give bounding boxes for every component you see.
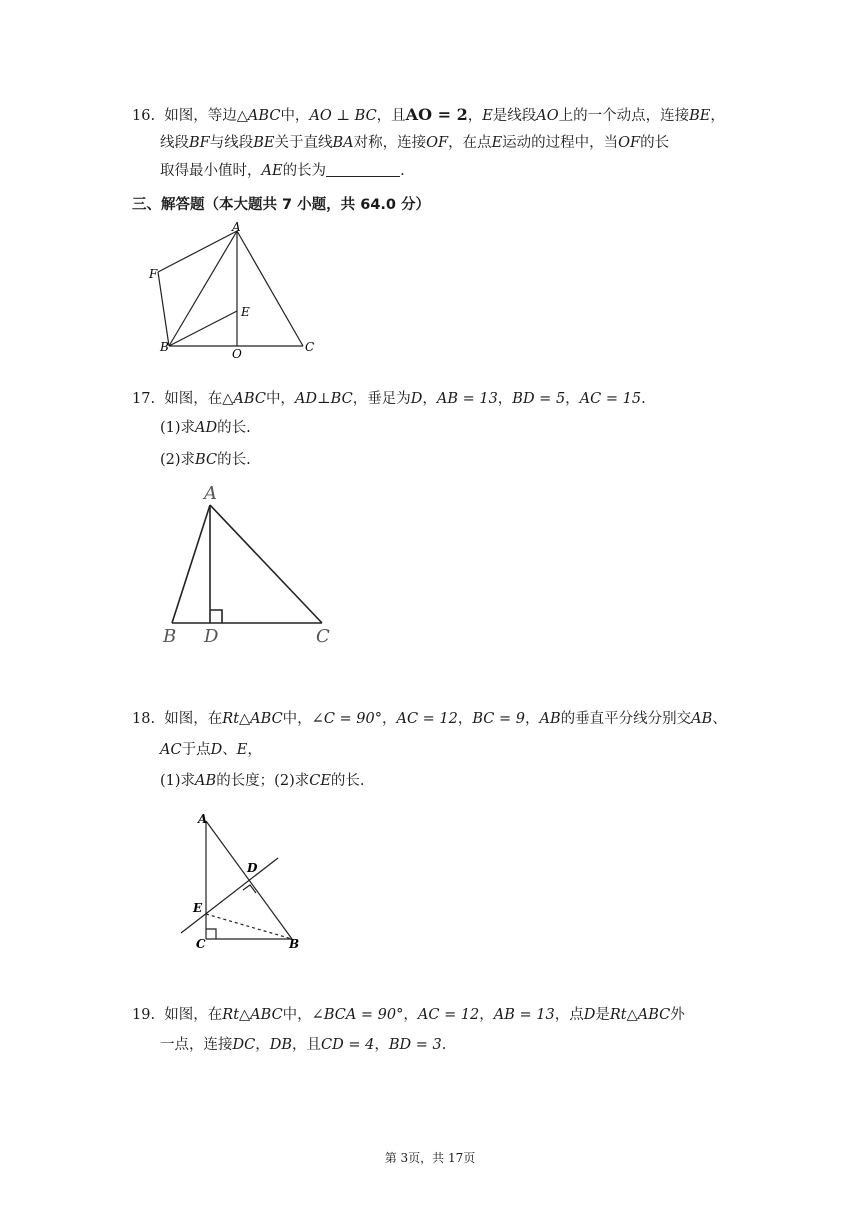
math: D [210, 742, 223, 758]
math: Rt△ABC [222, 1007, 283, 1023]
text: 中， [280, 108, 310, 124]
text: 是线段 [492, 108, 537, 124]
segment-AB [172, 505, 210, 623]
segment-AC [210, 505, 322, 623]
text: . [400, 163, 405, 179]
text: 的长度；(2)求 [216, 773, 310, 789]
math: OF [618, 135, 641, 151]
label-O: O [232, 347, 242, 361]
q17-part-1 [160, 418, 251, 438]
text: 的长为 [282, 163, 327, 179]
text: ，垂足为 [352, 391, 411, 407]
text: 是 [595, 1007, 610, 1023]
q18-line-3 [160, 771, 365, 791]
math: CE [309, 773, 331, 789]
math: AB [691, 711, 713, 727]
math: D [583, 1007, 596, 1023]
math: AE [261, 163, 283, 179]
label-D: D [204, 626, 219, 647]
math: BE [689, 108, 711, 124]
answer-blank [326, 162, 400, 177]
figure-16 [140, 220, 330, 365]
label-B: B [163, 626, 177, 647]
math: △ABC [222, 391, 266, 407]
text: ，在点 [448, 135, 492, 151]
text: ， [374, 1037, 389, 1053]
math: D [410, 391, 423, 407]
text: ， [710, 108, 725, 124]
text: ， [403, 1007, 418, 1023]
text: 中， [282, 711, 312, 727]
math: CD = 4 [321, 1037, 375, 1053]
math: BD = 5 [512, 391, 566, 407]
q16-line-2 [160, 133, 669, 153]
text: 上的一个动点，连接 [558, 108, 690, 124]
text: 、 [222, 742, 237, 758]
text: 如图，在 [164, 1007, 223, 1023]
label-A: A [232, 220, 241, 234]
text: (1)求 [160, 420, 196, 436]
q17-part-2 [160, 450, 251, 470]
math: ∠C = 90° [311, 711, 382, 727]
math: BD = 3 [388, 1037, 442, 1053]
text: 中， [282, 1007, 312, 1023]
label-E: E [241, 305, 250, 319]
label-F: F [149, 267, 158, 281]
text: (2)求 [160, 452, 196, 468]
math: Rt△ABC [609, 1007, 671, 1023]
q18-line-1 [132, 709, 727, 729]
text: 的垂直平分线分别交 [560, 711, 692, 727]
text: 的长. [217, 420, 251, 436]
text: ， [497, 391, 513, 407]
figure-17 [160, 480, 340, 650]
text: . [641, 391, 646, 407]
math: AO = 2 [405, 105, 468, 124]
math: AC [160, 742, 182, 758]
text: 外 [670, 1007, 685, 1023]
label-E: E [193, 901, 203, 915]
text: ， [565, 391, 580, 407]
perpendicular-bisector [181, 858, 278, 933]
math: AO [536, 108, 559, 124]
page-footer: 第 3页，共 17页 [384, 1151, 476, 1165]
text: 对称，连接 [353, 135, 427, 151]
text: 一点，连接 [160, 1037, 233, 1053]
label-B: B [289, 937, 300, 951]
label-A: A [204, 483, 217, 504]
math: AC = 12 [396, 711, 458, 727]
right-angle-mark [210, 610, 222, 623]
segment-AC [237, 231, 303, 346]
math: AO ⊥ BC [309, 108, 377, 124]
text: ， [255, 1037, 270, 1053]
text: ， [457, 711, 473, 727]
text: 的长. [217, 452, 251, 468]
section-heading: 三、解答题（本大题共 7 小题，共 64.0 分） [132, 197, 431, 213]
text: 的长 [640, 135, 670, 151]
text: 如图，在 [164, 391, 223, 407]
text: ， [479, 1007, 494, 1023]
math: AB = 13 [493, 1007, 555, 1023]
text: 如图，在 [164, 711, 223, 727]
text: ， [525, 711, 540, 727]
text: 如图，等边 [164, 108, 237, 124]
math: E [491, 135, 503, 151]
math: AB [539, 711, 561, 727]
text: ， [467, 108, 483, 124]
label-C: C [196, 937, 206, 951]
question-number: 17. [132, 391, 156, 407]
math: BE [253, 135, 275, 151]
text: ，且 [292, 1037, 322, 1053]
text: ， [247, 742, 262, 758]
text: 于点 [181, 742, 211, 758]
text: ， [381, 711, 397, 727]
segment-EB-dashed [206, 914, 292, 939]
text: ，且 [376, 108, 406, 124]
text: (1)求 [160, 773, 196, 789]
q18-line-2 [160, 740, 262, 760]
math: AC = 12 [417, 1007, 480, 1023]
text: ， [422, 391, 437, 407]
text: 取得最小值时， [160, 163, 262, 179]
label-D: D [247, 861, 258, 875]
math: DC [232, 1037, 256, 1053]
math: BF [189, 135, 210, 151]
text: 的长. [330, 773, 365, 789]
question-number: 18. [132, 711, 156, 727]
math: DB [269, 1037, 293, 1053]
math: △ABC [236, 108, 281, 124]
math: AD [195, 420, 218, 436]
math: BC = 9 [472, 711, 525, 727]
right-angle-mark-C [206, 929, 216, 939]
q16-line-3 [160, 161, 405, 181]
math: Rt△ABC [222, 711, 283, 727]
question-number: 19. [132, 1007, 156, 1023]
label-C: C [316, 626, 330, 647]
text: ，点 [554, 1007, 584, 1023]
text: 与线段 [209, 135, 254, 151]
math: AB = 13 [436, 391, 498, 407]
text: 中， [265, 391, 295, 407]
math: E [482, 108, 493, 124]
math: AB [195, 773, 217, 789]
math: E [236, 742, 248, 758]
segment-BF [158, 272, 169, 346]
text: . [441, 1037, 447, 1053]
math: AD⊥BC [294, 391, 353, 407]
text: 关于直线 [274, 135, 333, 151]
text: 运动的过程中，当 [502, 135, 619, 151]
text: 线段 [160, 135, 189, 151]
q19-line-2 [160, 1035, 446, 1055]
question-number: 16. [132, 108, 156, 124]
figure-18 [175, 808, 310, 956]
label-C: C [305, 340, 315, 354]
math: ∠BCA = 90° [311, 1007, 404, 1023]
math: BC [195, 452, 218, 468]
label-A: A [198, 812, 208, 826]
math: AC = 15 [579, 391, 642, 407]
math: OF [426, 135, 449, 151]
math: BA [332, 135, 354, 151]
text: 、 [712, 711, 727, 727]
q16-line-1 [132, 105, 725, 126]
label-B: B [160, 340, 169, 354]
q19-line-1 [132, 1005, 685, 1025]
q17-line-1 [132, 389, 646, 409]
